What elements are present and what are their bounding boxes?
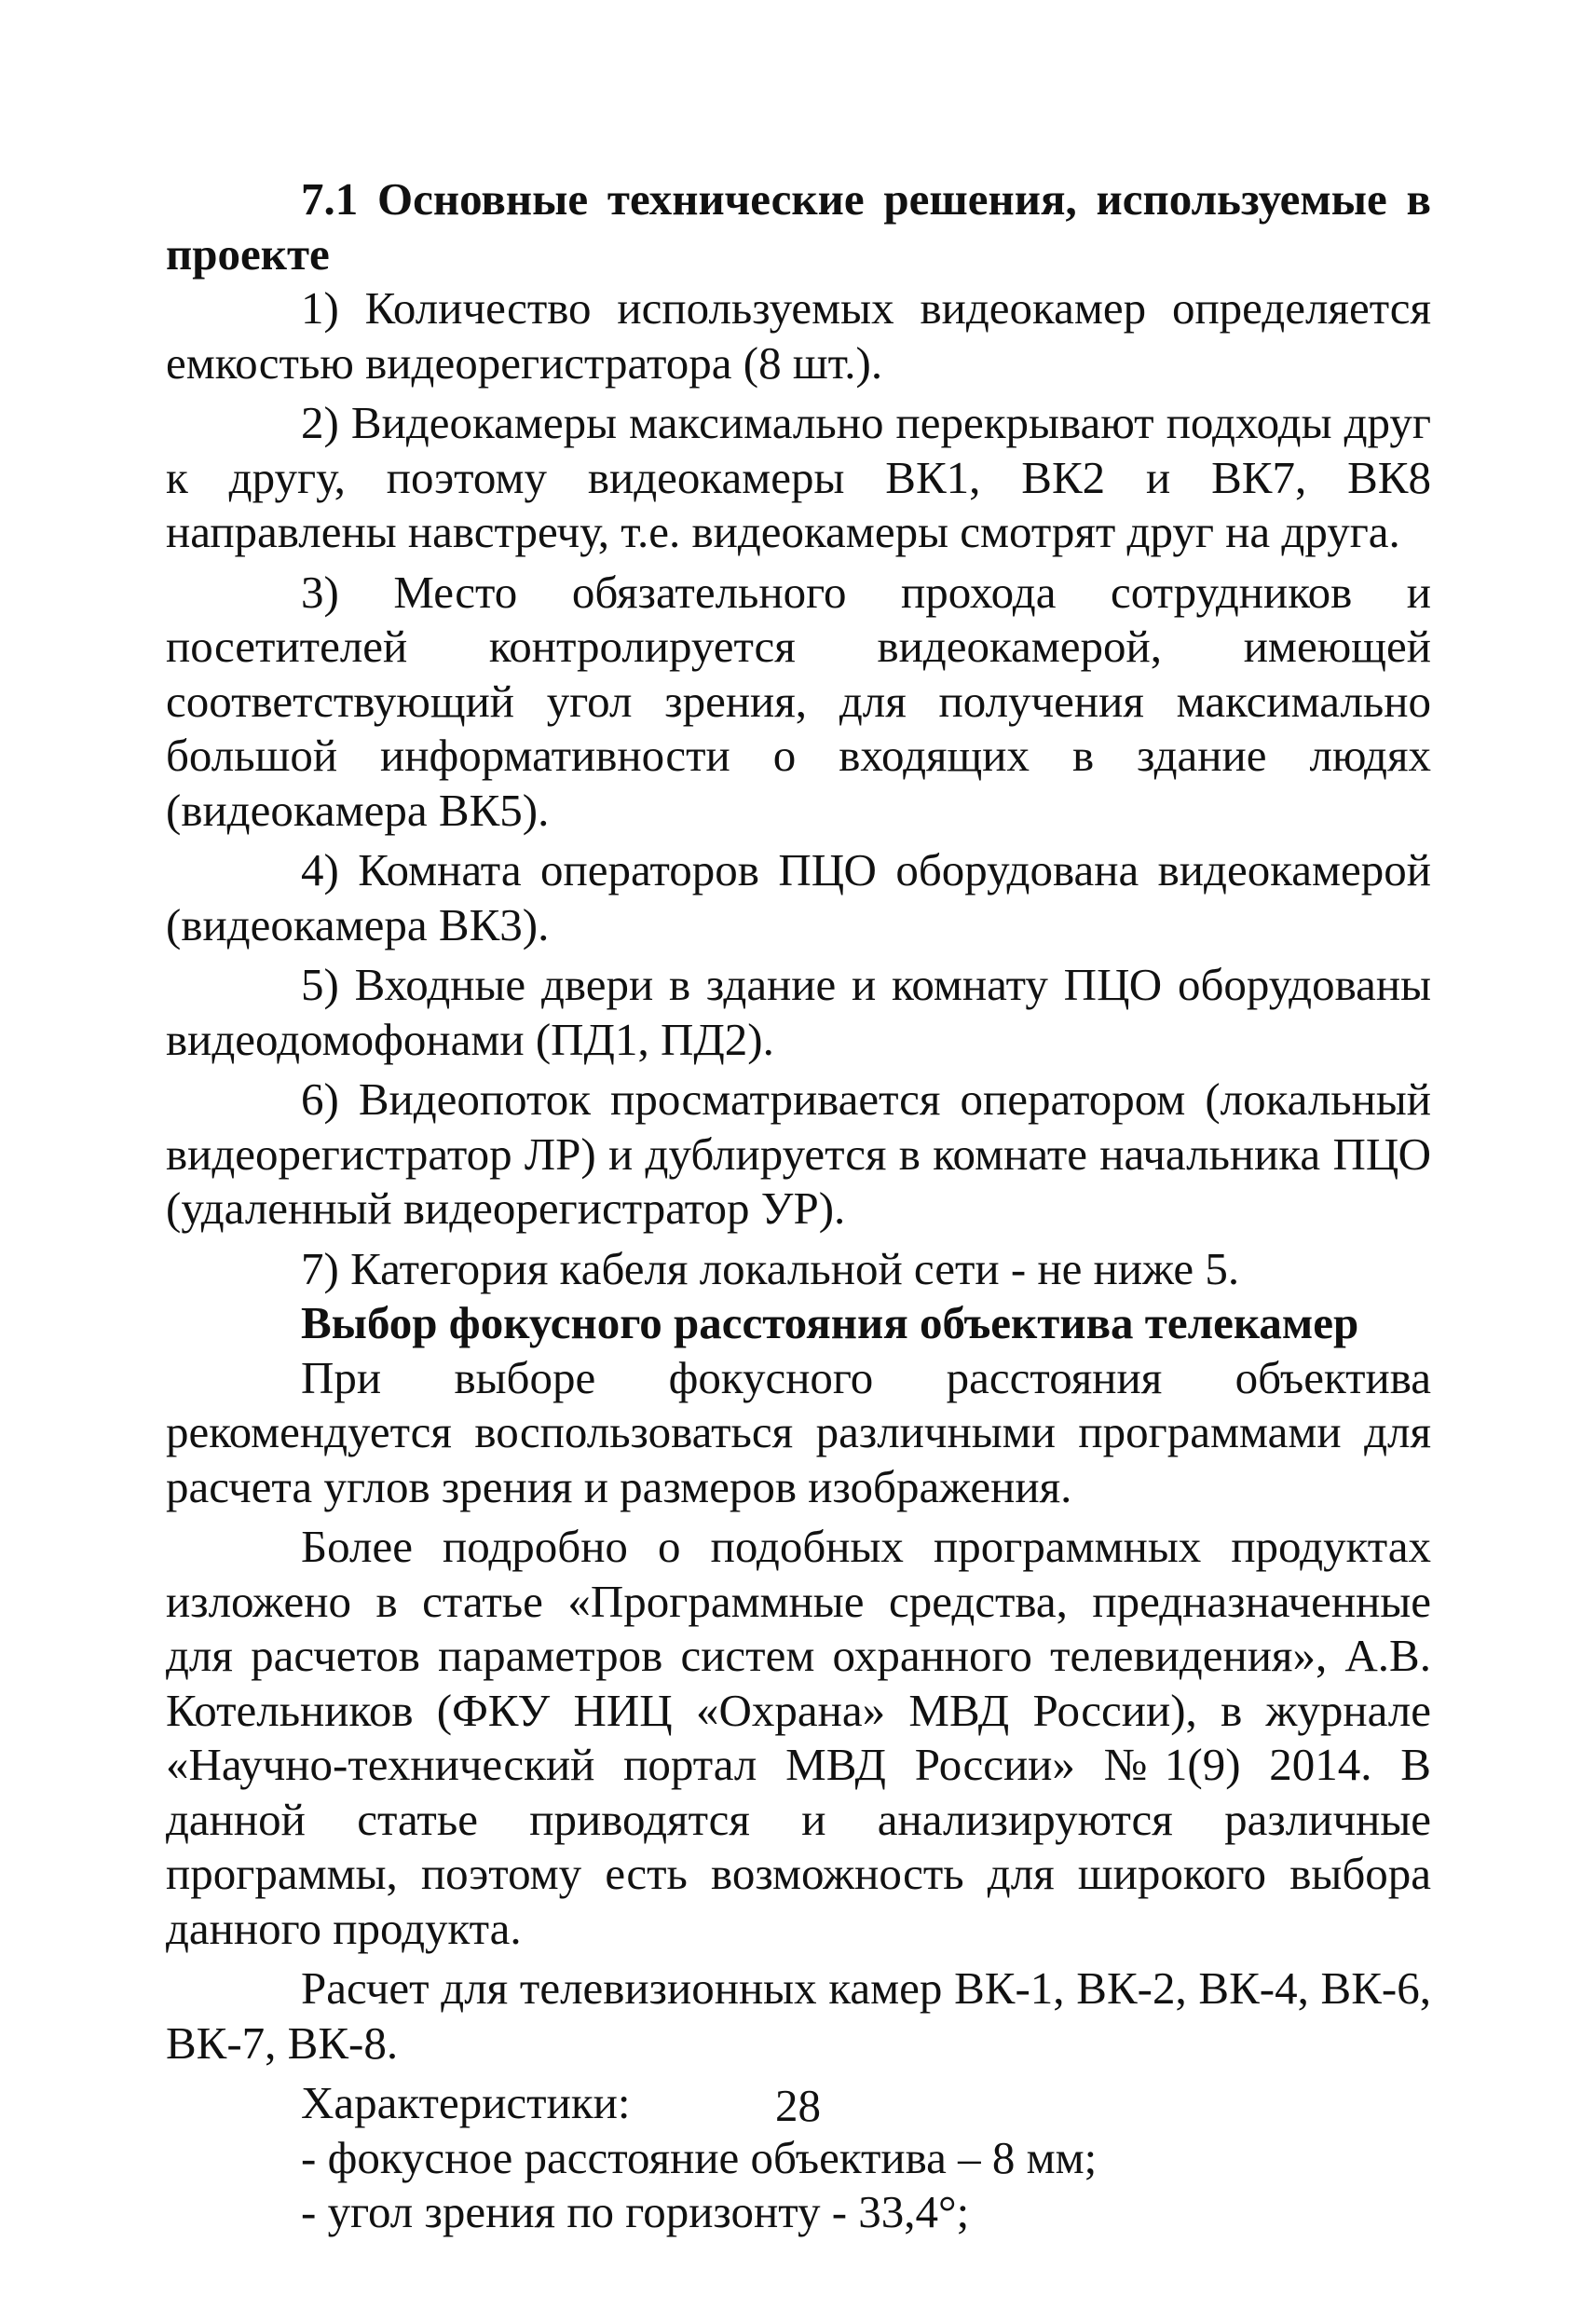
list-item: 7) Категория кабеля локальной сети - не ниже 5. xyxy=(301,1242,1240,1294)
paragraph: Расчет для телевизионных камер ВК-1, ВК-2, ВК-4, ВК-6, ВК-7, ВК-8. xyxy=(166,1962,1431,2069)
list-item: 4) Комната операторов ПЦО оборудована видеокамерой (видеокамера ВК3). xyxy=(166,844,1431,950)
characteristics-label: Характеристики: xyxy=(301,2077,631,2128)
paragraph: При выборе фокусного расстояния объектива рекомендуется воспользоваться различными программами для расчета углов зрения и размеров изображения. xyxy=(166,1351,1431,1512)
list-item: 3) Место обязательного прохода сотрудников и посетителей контролируется видеокамерой, имеющей соответствующий угол зрения, для получения максимально большой информативности о входящих в здание людях (видеокамера ВК5). xyxy=(166,566,1431,836)
list-item: 1) Количество используемых видеокамер определяется емкостью видеорегистратора (8 шт.). xyxy=(166,282,1431,389)
subsection-heading: Выбор фокусного расстояния объектива телекамер xyxy=(301,1297,1359,1348)
characteristic-item: - фокусное расстояние объектива – 8 мм; xyxy=(301,2131,1098,2183)
list-item: 6) Видеопоток просматривается оператором (локальный видеорегистратор ЛР) и дублируется в комнате начальника ПЦО (удаленный видеорегистратор УР). xyxy=(166,1073,1431,1234)
characteristic-item: - угол зрения по горизонту - 33,4°; xyxy=(301,2186,970,2237)
paragraph: Более подробно о подобных программных продуктах изложено в статье «Программные средства, предназначенные для расчетов параметров систем охранного телевидения», А.В. Котельников (ФКУ НИЦ «Охрана» МВД России), в журнале «Научно-технический портал МВД России» №1(9) 2014. В данной статье приводятся и анализируются различные программы, поэтому есть возможность для широкого выбора данного продукта. xyxy=(166,1521,1431,1954)
list-item: 5) Входные двери в здание и комнату ПЦО оборудованы видеодомофонами (ПД1, ПД2). xyxy=(166,959,1431,1065)
list-item: 2) Видеокамеры максимально перекрывают подходы друг к другу, поэтому видеокамеры ВК1, ВК2 и ВК7, ВК8 направлены навстречу, т.е. видеокамеры смотрят друг на друга. xyxy=(166,397,1431,557)
page-number: 28 xyxy=(775,2080,821,2131)
page-body xyxy=(166,172,1431,2240)
section-heading: 7.1 Основные технические решения, используемые в проекте xyxy=(166,173,1431,280)
